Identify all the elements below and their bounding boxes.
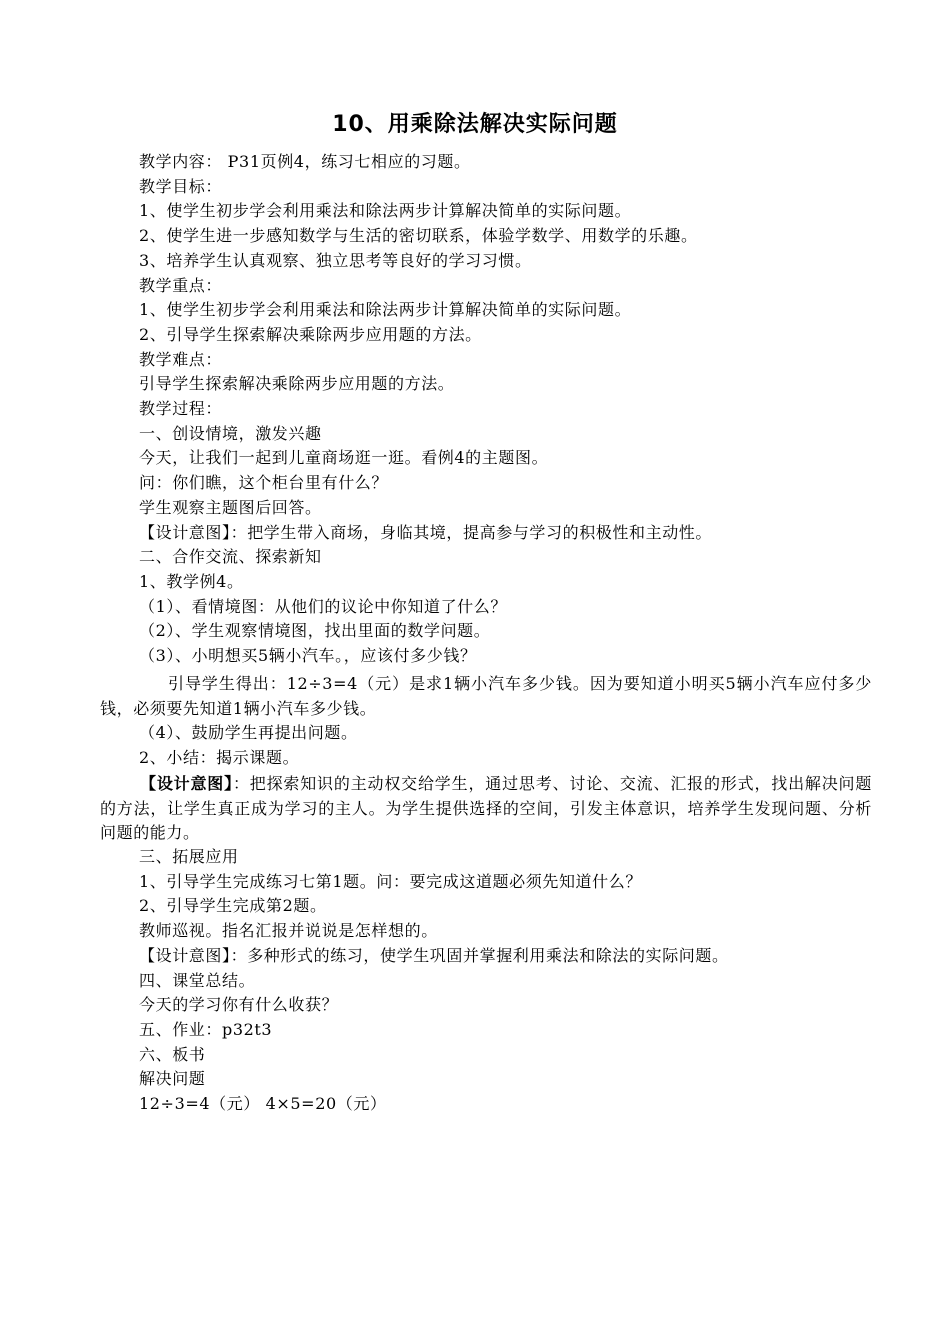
text-line: 引导学生探索解决乘除两步应用题的方法。 — [139, 374, 455, 394]
text-line: 教学内容： P31页例4，练习七相应的习题。 — [139, 152, 471, 171]
text-line: 二、合作交流、探索新知 — [139, 547, 322, 567]
design-intent-text: ：把探索知识的主动权交给学生，通过思考、讨论、交流、汇报的形式，找出解决问题的方法，让学生真正成为学习的主人。为学生提供选择的空间，引发主体意识，培养学生发现问题、分析问题的能力。 — [100, 774, 872, 842]
text-line: 学生观察主题图后回答。 — [139, 497, 322, 517]
paragraph-design-intent — [100, 772, 872, 846]
text-line: 1、引导学生完成练习七第1题。问：要完成这道题必须先知道什么？ — [139, 871, 642, 891]
text-line: 三、拓展应用 — [139, 847, 239, 866]
design-intent-label: 【设计意图】 — [140, 774, 233, 793]
text-line: 1、使学生初步学会利用乘法和除法两步计算解决简单的实际问题。 — [139, 201, 632, 221]
text-line: 2、引导学生探索解决乘除两步应用题的方法。 — [139, 324, 482, 344]
text-line: 一、创设情境，激发兴趣 — [139, 423, 322, 443]
text-line: 1、使学生初步学会利用乘法和除法两步计算解决简单的实际问题。 — [139, 300, 632, 320]
text-line: （4）、鼓励学生再提出问题。 — [139, 723, 358, 742]
text-line: 【设计意图】：多种形式的练习，使学生巩固并掌握利用乘法和除法的实际问题。 — [139, 945, 729, 965]
text-line: 六、板书 — [139, 1044, 206, 1064]
text-line: 教学目标： — [139, 176, 223, 196]
text-line: 问：你们瞧，这个柜台里有什么？ — [139, 473, 389, 493]
text-line: （2）、学生观察情境图，找出里面的数学问题。 — [139, 621, 491, 641]
text-line: 【设计意图】：把学生带入商场，身临其境，提高参与学习的积极性和主动性。 — [139, 522, 713, 542]
text-line: 四、课堂总结。 — [139, 970, 256, 990]
text-line: 五、作业：p32t3 — [139, 1019, 273, 1039]
text-line: 12÷3=4（元） 4×5=20（元） — [139, 1094, 387, 1113]
text-line: 今天，让我们一起到儿童商场逛一逛。看例4的主题图。 — [139, 448, 549, 468]
text-line: （3）、小明想买5辆小汽车。，应该付多少钱？ — [139, 646, 477, 665]
text-line: 解决问题 — [139, 1069, 206, 1089]
text-line: 1、教学例4。 — [139, 571, 244, 591]
text-line: 今天的学习你有什么收获？ — [139, 995, 339, 1015]
text-line: 教师巡视。指名汇报并说说是怎样想的。 — [139, 921, 438, 941]
paragraph-guide: 引导学生得出：12÷3=4（元）是求1辆小汽车多少钱。因为要知道小明买5辆小汽车应付多少钱，必须要先知道1辆小汽车多少钱。 — [100, 674, 872, 718]
text-line: 3、培养学生认真观察、独立思考等良好的学习习惯。 — [139, 250, 532, 270]
text-line: （1）、看情境图：从他们的议论中你知道了什么？ — [139, 596, 507, 616]
text-line: 教学难点： — [139, 349, 223, 369]
text-line: 2、小结：揭示课题。 — [139, 747, 300, 767]
document-title: 10、用乘除法解决实际问题 — [332, 112, 618, 137]
text-line: 2、引导学生完成第2题。 — [139, 896, 327, 916]
text-line: 教学过程： — [139, 399, 223, 418]
text-line: 2、使学生进一步感知数学与生活的密切联系，体验学数学、用数学的乐趣。 — [139, 226, 698, 246]
text-line: 教学重点： — [139, 275, 223, 295]
